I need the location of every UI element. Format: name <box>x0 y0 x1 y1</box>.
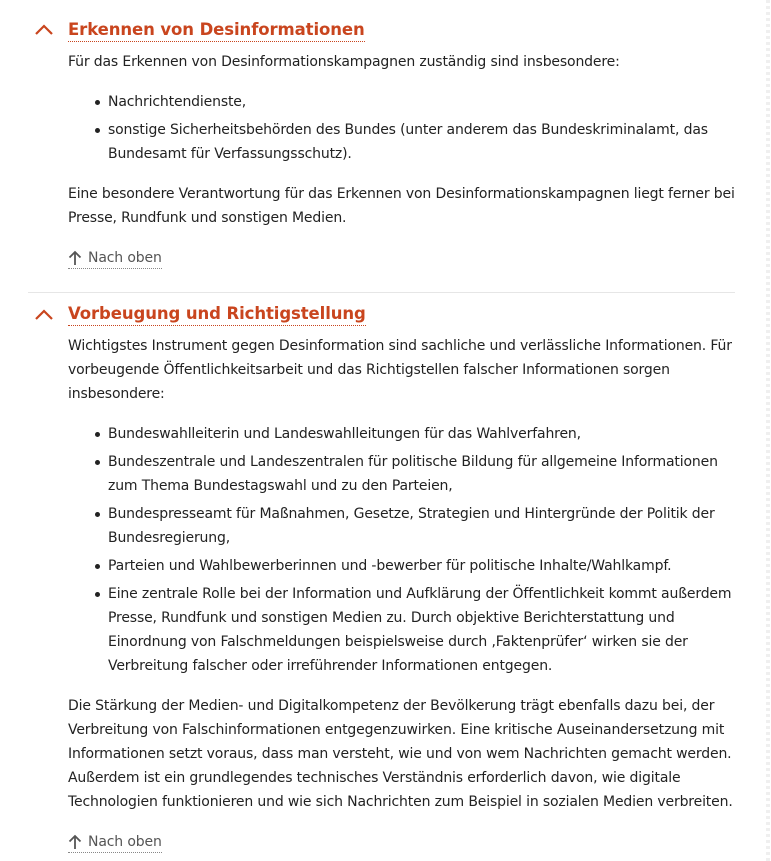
section-title[interactable]: Erkennen von Desinformationen <box>68 19 365 42</box>
accordion-header-erkennen[interactable] <box>28 0 735 46</box>
list-item: Bundespresseamt für Maßnahmen, Gesetze, Strategien und Hintergründe der Politik der Bundesregierung, <box>68 502 735 550</box>
arrow-up-icon <box>68 834 82 850</box>
list-item: Eine zentrale Rolle bei der Information und Aufklärung der Öffentlichkeit kommt außerdem Presse, Rundfunk und sonstigen Medien zu. Durch objektive Berichterstattung und Einordnung von Falschmeldungen beispielsweise durch ‚Faktenprüfer‘ wirken sie der Verbreitung falscher oder irreführender Informationen entgegen. <box>68 582 735 678</box>
section-body <box>68 50 735 272</box>
list-item: Nachrichtendienste, <box>68 90 735 114</box>
back-to-top-link[interactable] <box>68 248 162 269</box>
accordion-section-vorbeugung <box>28 293 735 856</box>
bullet-list <box>68 90 735 166</box>
section-title[interactable]: Vorbeugung und Richtigstellung <box>68 303 366 326</box>
paragraph-intro: Wichtigstes Instrument gegen Desinformation sind sachliche und verlässliche Informationen. Für vorbeugende Öffentlichkeitsarbeit und das Richtigstellen falscher Informationen sorgen insbesondere: <box>68 338 732 402</box>
section-body <box>68 334 735 856</box>
list-item: Bundeszentrale und Landeszentralen für politische Bildung für allgemeine Informationen zum Thema Bundestagswahl und zu den Parteien, <box>68 450 735 498</box>
list-item: Parteien und Wahlbewerberinnen und -bewerber für politische Inhalte/Wahlkampf. <box>68 554 735 578</box>
back-to-top-label: Nach oben <box>88 834 162 850</box>
arrow-up-icon <box>68 250 82 266</box>
list-item: Bundeswahlleiterin und Landeswahlleitungen für das Wahlverfahren, <box>68 422 735 446</box>
back-to-top-label: Nach oben <box>88 250 162 266</box>
list-item: sonstige Sicherheitsbehörden des Bundes (unter anderem das Bundeskriminalamt, das Bundesamt für Verfassungsschutz). <box>68 118 735 166</box>
chevron-up-icon[interactable] <box>34 308 54 320</box>
accordion <box>28 0 735 856</box>
bullet-list <box>68 422 735 678</box>
accordion-header-vorbeugung[interactable] <box>28 293 735 333</box>
back-to-top-link[interactable] <box>68 832 162 853</box>
accordion-section-erkennen <box>28 0 735 272</box>
chevron-up-icon[interactable] <box>34 23 54 35</box>
paragraph-outro: Die Stärkung der Medien- und Digitalkompetenz der Bevölkerung trägt ebenfalls dazu bei, der Verbreitung von Falschinformationen entgegenzuwirken. Eine kritische Auseinandersetzung mit Informationen setzt voraus, dass man versteht, wie und von wem Nachrichten gemacht werden. Außerdem ist ein grundlegendes technisches Verständnis erforderlich davon, wie digitale Technologien funktionieren und wie sich Nachrichten zum Beispiel in sozialen Medien verbreiten. <box>68 698 733 810</box>
paragraph-intro: Für das Erkennen von Desinformationskampagnen zuständig sind insbesondere: <box>68 54 620 70</box>
paragraph-outro: Eine besondere Verantwortung für das Erkennen von Desinformationskampagnen liegt ferner bei Presse, Rundfunk und sonstigen Medien. <box>68 186 735 226</box>
scrollbar-track[interactable] <box>766 0 770 861</box>
